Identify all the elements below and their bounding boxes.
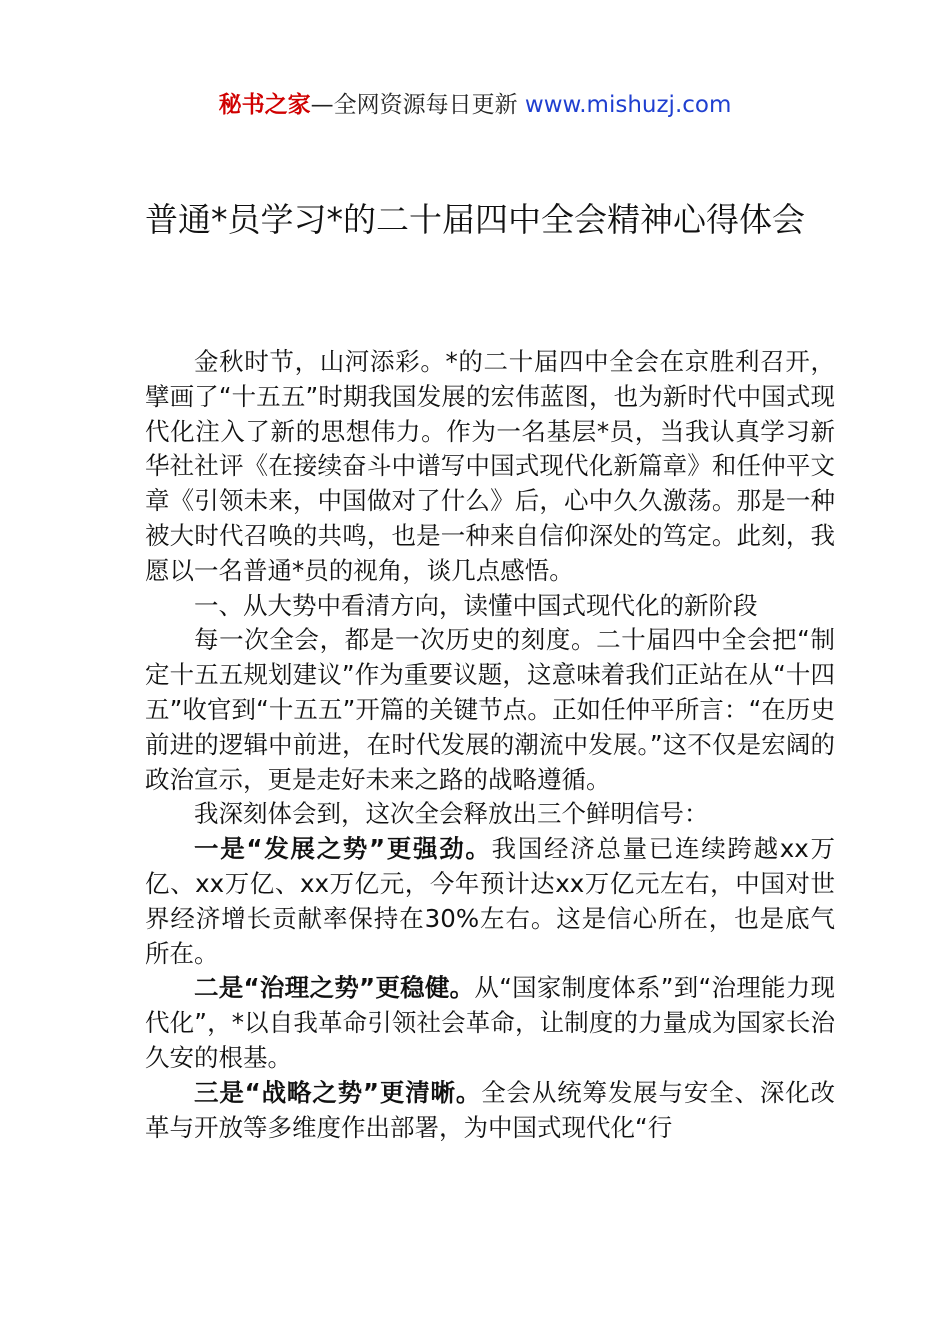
site-tagline: —全网资源每日更新 [310, 92, 518, 118]
signals-intro: 我深刻体会到，这次全会释放出三个鲜明信号： [194, 799, 709, 829]
signal-lead: 一是“发展之势”更强劲。 [194, 834, 492, 864]
signal-paragraph [145, 832, 835, 971]
signal-lead: 二是“治理之势”更稳健。 [194, 973, 475, 1003]
signal-text: 从“国家制度体系”到“治理能力现代化”，*以自我革命引领社会革命，让制度的力量成为国家长治久安的根基。 [145, 973, 836, 1072]
site-url-link[interactable]: www.mishuzj.com [524, 92, 732, 118]
signal-text: 我国经济总量已连续跨越xx万亿、xx万亿、xx万亿元，今年预计达xx万亿元左右，中国对世界经济增长贡献率保持在30%左右。这是信心所在，也是底气所在。 [145, 834, 836, 968]
site-brand: 秘书之家 [218, 92, 311, 118]
document-body [145, 345, 835, 1145]
intro-paragraph: 金秋时节，山河添彩。*的二十届四中全会在京胜利召开，擘画了“十五五”时期我国发展的宏伟蓝图，也为新时代中国式现代化注入了新的思想伟力。作为一名基层*员，当我认真学习新华社社评《在接续奋斗中谱写中国式现代化新篇章》和任仲平文章《引领未来，中国做对了什么》后，心中久久激荡。那是一种被大时代召唤的共鸣，也是一种来自信仰深处的笃定。此刻，我愿以一名普通*员的视角，谈几点感悟。 [145, 347, 835, 585]
signal-paragraph [145, 1076, 835, 1146]
section-heading: 一、从大势中看清方向，读懂中国式现代化的新阶段 [194, 590, 758, 620]
signal-lead: 三是“战略之势”更清晰。 [194, 1077, 482, 1107]
body-paragraph: 每一次全会，都是一次历史的刻度。二十届四中全会把“制定十五五规划建议”作为重要议题，这意味着我们正站在从“十四五”收官到“十五五”开篇的关键节点。正如任仲平所言：“在历史前进的逻辑中前进，在时代发展的潮流中发展。”这不仅是宏阔的政治宣示，更是走好未来之路的战略遵循。 [145, 625, 835, 794]
site-header [0, 88, 950, 122]
signal-paragraph [145, 971, 835, 1075]
document-title: 普通*员学习*的二十届四中全会精神心得体会 [145, 200, 805, 239]
signal-text: 全会从统筹发展与安全、深化改革与开放等多维度作出部署，为中国式现代化“行 [145, 1077, 836, 1142]
